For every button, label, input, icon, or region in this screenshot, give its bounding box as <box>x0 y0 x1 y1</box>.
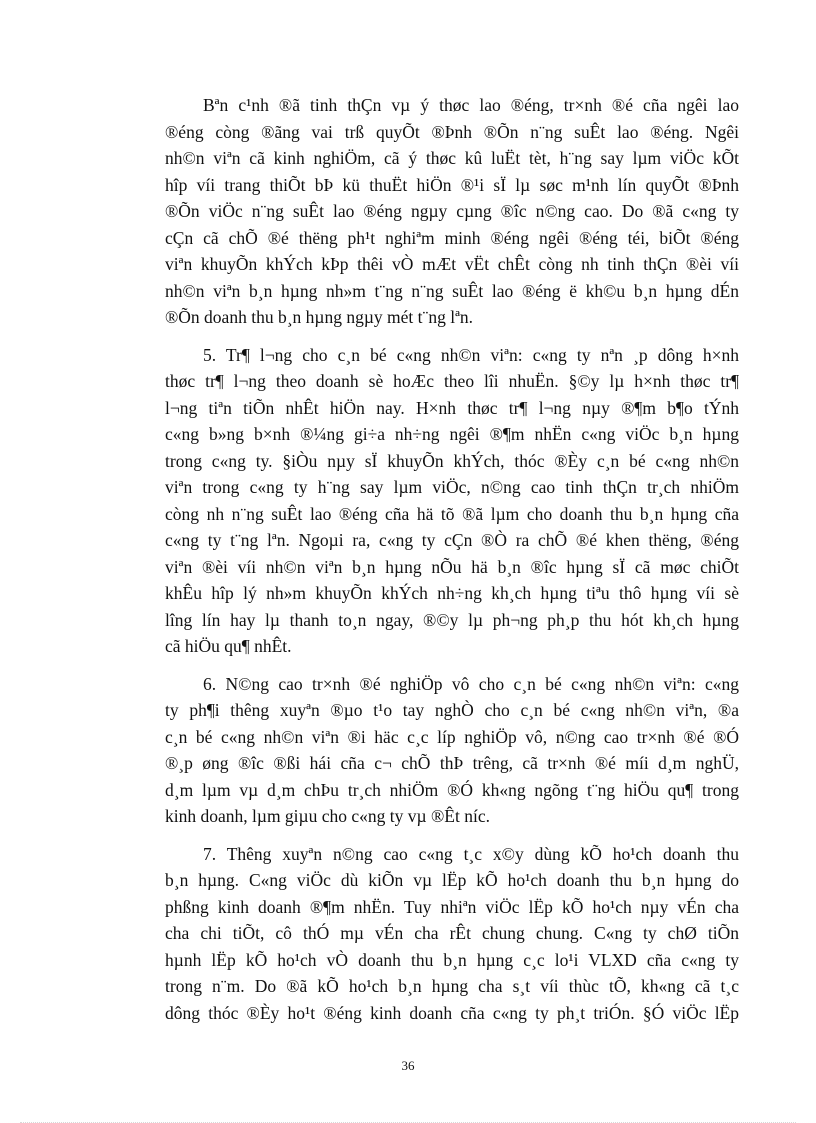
paragraph-nang-cao-trinh-do <box>165 671 739 830</box>
text-line: viªn khuyÕn khÝch kÞp thêi vÒ mÆt vËt chÊt còng nh tinh thÇn ®èi víi <box>165 254 739 274</box>
text-line: còng nh n¨ng suÊt lao ®éng cña hä tõ ®ã lµm cho doanh thu b¸n hµng cña <box>165 503 739 524</box>
text-line: hµnh lËp kÕ ho¹ch vÒ doanh thu b¸n hµng c¸c lo¹i VLXD cña c«ng ty <box>165 949 739 970</box>
text-line: ®éng còng ®ãng vai trß quyÕt ®Þnh ®Õn n¨ng suÊt lao ®éng. Ngêi <box>165 121 739 142</box>
text-line: nh©n viªn cã kinh nghiÖm, cã ý thøc kû luËt tèt, h¨ng say lµm viÖc kÕt <box>165 148 739 168</box>
text-line: trong n¨m. Do ®ã kÕ ho¹ch b¸n hµng cha s¸t víi thùc tÕ, kh«ng cã t¸c <box>165 976 739 996</box>
text-line: khÊu hîp lý nh»m khuyÕn khÝch nh÷ng kh¸ch hµng tiªu thô hµng víi sè <box>165 583 739 603</box>
text-line: lîng lín hay lµ thanh to¸n ngay, ®©y lµ ph¬ng ph¸p thu hót kh¸ch hµng <box>165 609 739 630</box>
text-line: c¸n bé c«ng nh©n viªn ®i häc c¸c líp nghiÖp vô, n©ng cao tr×nh ®é ®Ó <box>165 726 739 747</box>
text-line: ®Õn viÖc n¨ng suÊt lao ®éng ngµy cµng ®îc n©ng cao. Do ®ã c«ng ty <box>165 201 739 221</box>
text-line: 6. N©ng cao tr×nh ®é nghiÖp vô cho c¸n bé c«ng nh©n viªn: c«ng <box>203 673 739 694</box>
text-line: d¸m lµm vµ d¸m chÞu tr¸ch nhiÖm ®Ó kh«ng ngõng t¨ng hiÖu qu¶ trong <box>165 779 739 800</box>
text-line: cha chi tiÕt, cô thÓ mµ vÉn cha rÊt chung chung. C«ng ty chØ tiÕn <box>165 923 739 943</box>
text-line: viªn trong c«ng ty h¨ng say lµm viÖc, n©ng cao tinh thÇn tr¸ch nhiÖm <box>165 477 739 497</box>
text-line: trong c«ng ty. §iÒu nµy sÏ khuyÕn khÝch, thóc ®Èy c¸n bé c«ng nh©n <box>165 450 739 471</box>
paragraph-ke-hoach-doanh-thu <box>165 841 739 1027</box>
text-line: viªn ®èi víi nh©n viªn b¸n hµng nÕu hä b¸n ®îc hµng sÏ cã møc chiÕt <box>165 556 739 577</box>
text-line: hîp víi trang thiÕt bÞ kü thuËt hiÖn ®¹i sÏ lµ søc m¹nh lín quyÕt ®Þnh <box>165 174 739 195</box>
text-line: ®Õn doanh thu b¸n hµng ngµy mét t¨ng lªn. <box>165 307 474 327</box>
text-line: Bªn c¹nh ®ã tinh thÇn vµ ý thøc lao ®éng, tr×nh ®é cña ngêi lao <box>203 95 739 115</box>
page-number: 36 <box>401 1058 415 1073</box>
text-line: cÇn cã chÕ ®é thëng ph¹t nghiªm minh ®éng ngêi ®éng téi, biÕt ®éng <box>165 227 739 248</box>
text-line: b¸n hµng. C«ng viÖc dù kiÕn vµ lËp kÕ ho¹ch doanh thu b¸n hµng do <box>165 870 739 890</box>
text-line: thøc tr¶ l¬ng theo doanh sè hoÆc theo lîi nhuËn. §©y lµ h×nh thøc tr¶ <box>165 371 739 391</box>
text-line: ty ph¶i thêng xuyªn ®µo t¹o tay nghÒ cho c¸n bé c«ng nh©n viªn, ®a <box>165 700 739 720</box>
text-line: ®¸p øng ®îc ®ßi hái cña c¬ chÕ thÞ trêng, cã tr×nh ®é míi d¸m nghÜ, <box>165 753 739 773</box>
text-line: dông thóc ®Èy ho¹t ®éng kinh doanh cña c«ng ty ph¸t triÓn. §Ó viÖc lËp <box>165 1002 739 1023</box>
paragraph-tinh-than-trinh-do <box>165 92 739 331</box>
text-line: nh©n viªn b¸n hµng nh»m t¨ng n¨ng suÊt lao ®éng ë kh©u b¸n hµng dÉn <box>165 280 739 301</box>
text-line: c«ng b»ng b×nh ®¼ng gi÷a nh÷ng ngêi ®¶m nhËn c«ng viÖc b¸n hµng <box>165 424 739 444</box>
text-line: kinh doanh, lµm giµu cho c«ng ty vµ ®Êt níc. <box>165 806 490 826</box>
body-text <box>165 92 739 1037</box>
text-line: l¬ng tiªn tiÕn nhÊt hiÖn nay. H×nh thøc tr¶ l¬ng nµy ®¶m b¶o tÝnh <box>165 397 739 418</box>
text-line: phßng kinh doanh ®¶m nhËn. Tuy nhiªn viÖc lËp kÕ ho¹ch nµy vÉn cha <box>165 896 739 917</box>
text-line: c«ng ty t¨ng lªn. Ngoµi ra, c«ng ty cÇn ®Ò ra chÕ ®é khen thëng, ®éng <box>165 530 739 550</box>
text-line: 7. Thêng xuyªn n©ng cao c«ng t¸c x©y dùng kÕ ho¹ch doanh thu <box>203 843 739 864</box>
paragraph-tra-luong <box>165 342 739 660</box>
text-line: 5. Tr¶ l¬ng cho c¸n bé c«ng nh©n viªn: c«ng ty nªn ¸p dông h×nh <box>203 344 739 365</box>
text-line: cã hiÖu qu¶ nhÊt. <box>165 636 292 656</box>
